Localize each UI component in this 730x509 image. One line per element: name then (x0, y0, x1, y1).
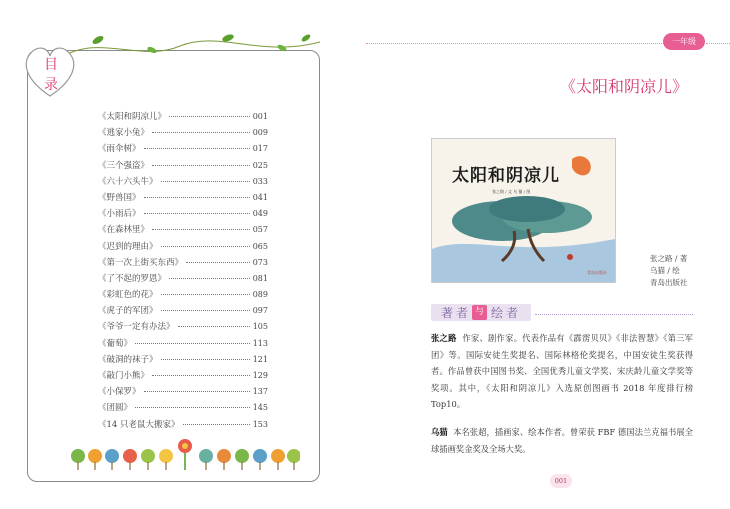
toc-item-page: 009 (252, 128, 268, 138)
illustrator-bio-text: 本名张超，插画家、绘本作者。曾荣获 FBF 德国法兰克福书展全球插画奖金奖及全场大奖。 (431, 427, 693, 454)
toc-item-title: 《葡萄》 (98, 338, 133, 349)
author-bio-text: 作家、剧作家。代表作品有《霹雳贝贝》《非法智慧》《第三军团》等。国际安徒生奖提名、国际林格伦奖提名，中国安徒生奖获得者。作品曾获中国图书奖、全国优秀儿童文学奖、宋庆龄儿童文学奖等奖项。其中，《太阳和阴凉儿》入选原创图画书 2018 年度排行榜 Top10。 (431, 333, 693, 409)
toc-item-page: 089 (252, 290, 268, 300)
toc-item-title: 《破洞的袜子》 (98, 354, 158, 365)
toc-heading-char-2: 录 (44, 77, 58, 93)
toc-leader-dots (161, 310, 250, 311)
cover-publisher: 青岛出版社 (587, 270, 607, 275)
toc-leader-dots (178, 326, 250, 327)
toc-item-page: 145 (252, 403, 268, 413)
illustrator-bio (431, 424, 693, 457)
cover-title: 太阳和阴凉儿 (452, 166, 560, 186)
cover-authors: 张之路 / 文 乌 猫 / 图 (492, 189, 531, 194)
author-name: 张之路 (431, 333, 457, 343)
toc-leader-dots (135, 407, 250, 408)
toc-item[interactable] (98, 256, 268, 272)
toc-leader-dots (152, 229, 250, 230)
meta-illustrator: 乌猫 / 绘 (650, 266, 680, 275)
toc-heading-tab (20, 40, 80, 100)
toc-item[interactable] (98, 191, 268, 207)
toc-item[interactable] (98, 353, 268, 369)
toc-item-title: 《虎子的军团》 (98, 306, 158, 317)
toc-item-title: 《了不起的罗恩》 (98, 273, 167, 284)
toc-item-page: 081 (252, 273, 268, 283)
toc-item-title: 《雨伞树》 (98, 144, 141, 155)
toc-item-page: 073 (252, 257, 268, 267)
toc-leader-dots (144, 197, 250, 198)
toc-leader-dots (152, 132, 250, 133)
toc-leader-dots (144, 213, 250, 214)
toc-leader-dots (169, 116, 250, 117)
vine-decoration (60, 28, 320, 68)
toc-item-title: 《彩虹色的花》 (98, 290, 158, 301)
toc-item-page: 001 (252, 112, 268, 121)
section-label-mid: 与 (472, 305, 487, 320)
toc-item-title: 《小保罗》 (98, 387, 141, 398)
illustrator-name: 乌猫 (431, 427, 448, 437)
toc-leader-dots (135, 343, 250, 344)
toc-item[interactable] (98, 304, 268, 320)
toc-leader-dots (161, 359, 250, 360)
grade-divider-right (706, 43, 730, 44)
toc-leader-dots (161, 246, 250, 247)
toc-item-page: 065 (252, 241, 268, 251)
toc-item-title: 《迟到的理由》 (98, 241, 158, 252)
toc-item-title: 《野兽国》 (98, 192, 141, 203)
toc-item[interactable] (98, 223, 268, 239)
toc-item-page: 113 (252, 338, 268, 348)
section-label-1: 著者 (441, 306, 472, 320)
toc-leader-dots (169, 278, 250, 279)
toc-item[interactable] (98, 320, 268, 336)
toc-leader-dots (152, 375, 250, 376)
toc-item-page: 033 (252, 176, 268, 186)
table-of-contents (98, 110, 268, 434)
toc-item[interactable] (98, 142, 268, 158)
toc-leader-dots (144, 148, 250, 149)
toc-item[interactable] (98, 159, 268, 175)
toc-item-title: 《三个强盗》 (98, 160, 150, 171)
toc-leader-dots (152, 165, 250, 166)
toc-item[interactable] (98, 240, 268, 256)
toc-item-title: 《团圆》 (98, 403, 133, 414)
toc-heading-char-1: 目 (44, 57, 60, 73)
toc-item-title: 《14 只老鼠大搬家》 (98, 419, 180, 430)
toc-item-title: 《小雨后》 (98, 209, 141, 220)
toc-item-title: 《逃家小兔》 (98, 128, 150, 139)
toc-item-page: 137 (252, 387, 268, 397)
toc-item-page: 105 (252, 322, 268, 332)
toc-item-title: 《在森林里》 (98, 225, 150, 236)
grade-divider-left (366, 43, 666, 44)
toc-leader-dots (161, 181, 250, 182)
toc-item-page: 057 (252, 225, 268, 235)
toc-leader-dots (161, 294, 250, 295)
section-heading-authors (431, 302, 691, 322)
toc-item-page: 097 (252, 306, 268, 316)
toc-leader-dots (144, 391, 250, 392)
toc-item[interactable] (98, 207, 268, 223)
toc-item-title: 《六十六头牛》 (98, 176, 158, 187)
trees-flower-decoration (70, 428, 300, 473)
section-label-2: 绘者 (491, 306, 522, 320)
toc-item[interactable] (98, 288, 268, 304)
toc-leader-dots (186, 262, 250, 263)
toc-item-page: 041 (252, 192, 268, 202)
toc-item[interactable] (98, 175, 268, 191)
toc-item-title: 《第一次上街买东西》 (98, 257, 184, 268)
toc-item[interactable] (98, 110, 268, 126)
toc-item-title: 《敲门小熊》 (98, 371, 150, 381)
toc-item[interactable] (98, 337, 268, 353)
toc-item-page: 049 (252, 209, 268, 219)
author-bio (431, 330, 693, 413)
meta-publisher: 青岛出版社 (650, 278, 688, 287)
toc-item[interactable] (98, 369, 268, 385)
book-cover (431, 138, 616, 283)
toc-item-page: 017 (252, 144, 268, 154)
book-meta (650, 253, 688, 289)
toc-item[interactable] (98, 385, 268, 401)
toc-item-page: 129 (252, 371, 268, 380)
book-title: 《太阳和阴凉儿》 (560, 77, 689, 96)
toc-item-title: 《爷爷一定有办法》 (98, 322, 175, 333)
toc-item-title: 《太阳和阴凉儿》 (98, 112, 167, 122)
grade-badge: 一年级 (663, 33, 705, 50)
toc-item-page: 121 (252, 354, 268, 364)
toc-item-page: 025 (252, 160, 268, 170)
toc-item[interactable] (98, 126, 268, 142)
toc-item-page: 153 (252, 419, 268, 429)
page-number: 001 (550, 474, 572, 488)
meta-author: 张之路 / 著 (650, 254, 688, 263)
toc-item[interactable] (98, 272, 268, 288)
toc-item[interactable] (98, 401, 268, 417)
toc-leader-dots (183, 424, 250, 425)
